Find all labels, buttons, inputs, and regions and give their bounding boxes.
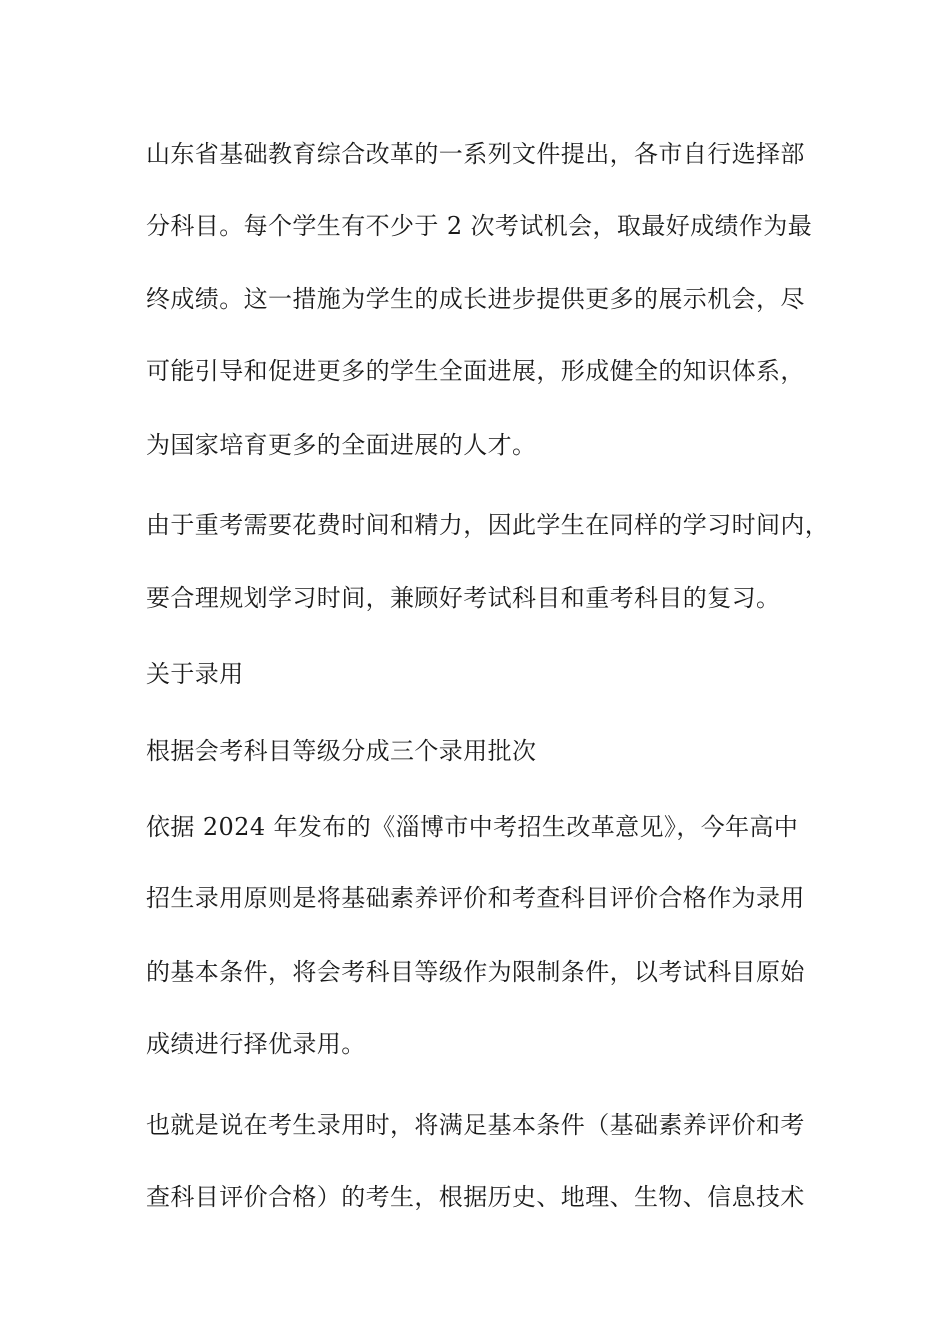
text-line: 的基本条件，将会考科目等级作为限制条件，以考试科目原始: [146, 958, 805, 986]
text-line: 为国家培育更多的全面进展的人才。: [146, 431, 537, 459]
text-line: 成绩进行择优录用。: [146, 1030, 366, 1058]
text-line: 终成绩。这一措施为学生的成长进步提供更多的展示机会，尽: [146, 285, 805, 313]
text-line: 也就是说在考生录用时，将满足基本条件（基础素养评价和考: [146, 1111, 805, 1139]
text-line: 依据 2024 年发布的《淄博市中考招生改革意见》，今年高中: [146, 813, 799, 841]
text-line: 要合理规划学习时间，兼顾好考试科目和重考科目的复习。: [146, 584, 781, 612]
section-heading: 关于录用: [146, 660, 244, 688]
text-line: 分科目。每个学生有不少于 2 次考试机会，取最好成绩作为最: [146, 212, 813, 240]
text-line: 山东省基础教育综合改革的一系列文件提出，各市自行选择部: [146, 140, 805, 168]
subsection-heading: 根据会考科目等级分成三个录用批次: [146, 737, 537, 765]
text-line: 由于重考需要花费时间和精力，因此学生在同样的学习时间内，: [146, 511, 830, 539]
text-line: 可能引导和促进更多的学生全面进展，形成健全的知识体系，: [146, 357, 805, 385]
text-line: 查科目评价合格）的考生，根据历史、地理、生物、信息技术: [146, 1183, 805, 1211]
text-line: 招生录用原则是将基础素养评价和考查科目评价合格作为录用: [146, 884, 805, 912]
